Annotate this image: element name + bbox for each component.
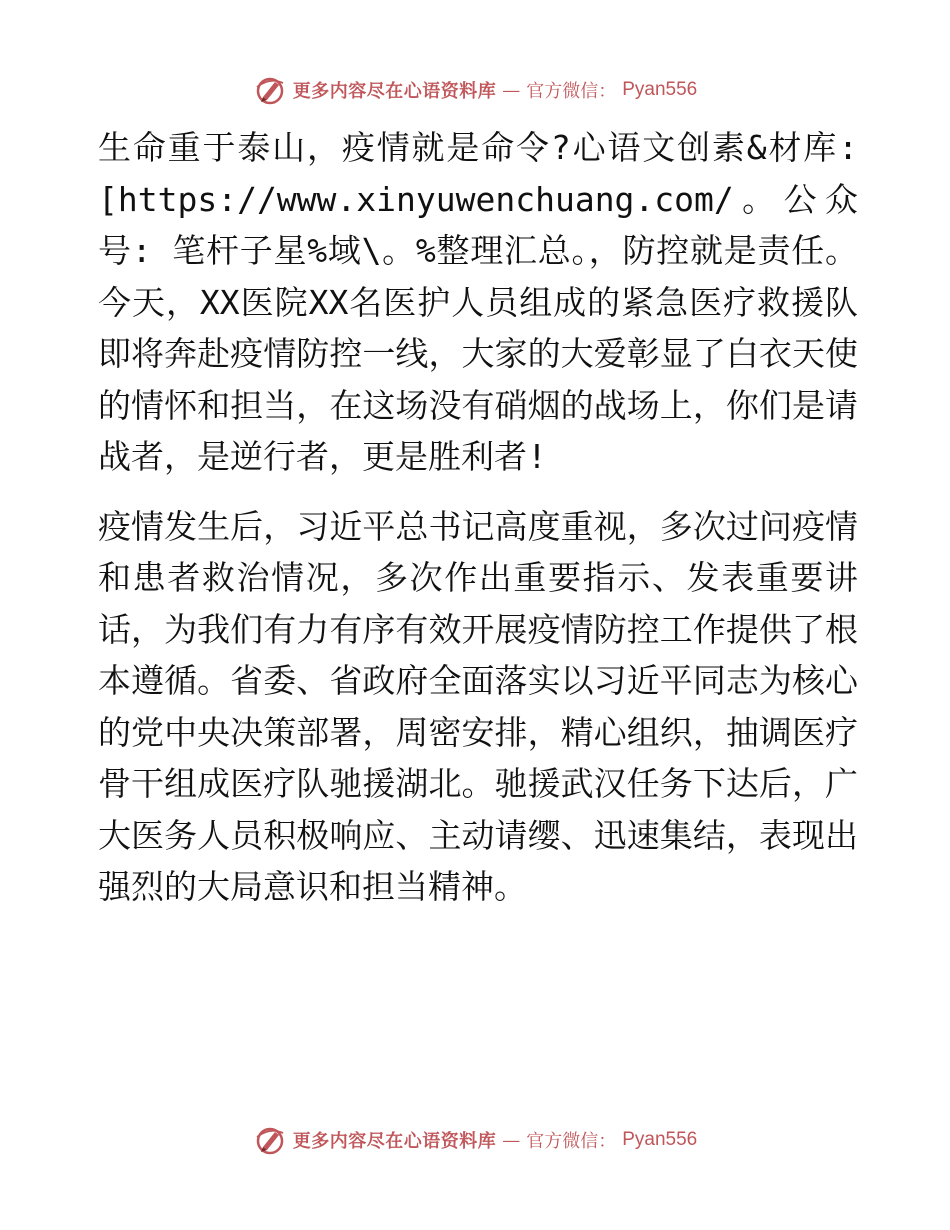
paragraph-1: 生命重于泰山，疫情就是命令?心语文创素&材库: [https://www.xinyuwenchuang.com/。公众号: 笔杆子星%域\。%整理汇总。，防控就是责任。今天，XX医院XX名医护人员组成的紧急医疗救援队即将奔赴疫情防控一线，大家的大爱彰显了白衣天使的情怀和担当，在这场没有硝烟的战场上，你们是请战者，是逆行者，更是胜利者!: [98, 128, 858, 476]
pen-logo-icon: [253, 1123, 287, 1157]
footer-banner: [253, 1123, 698, 1157]
footer-wechat-label: 官方微信：: [526, 1131, 617, 1152]
header-wechat-label: 官方微信：: [526, 81, 617, 102]
footer-banner-dash: —: [502, 1129, 521, 1151]
header-banner-text: 更多内容尽在心语资料库: [292, 81, 497, 102]
footer-banner-text: 更多内容尽在心语资料库: [292, 1131, 497, 1152]
footer-wechat-id: Pyan556: [622, 1129, 698, 1150]
document-body: [98, 122, 858, 931]
paragraph-2: 疫情发生后，习近平总书记高度重视，多次过问疫情和患者救治情况，多次作出重要指示、发表重要讲话，为我们有力有序有效开展疫情防控工作提供了根本遵循。省委、省政府全面落实以习近平同志为核心的党中央决策部署，周密安排，精心组织，抽调医疗骨干组成医疗队驰援湖北。驰援武汉任务下达后，广大医务人员积极响应、主动请缨、迅速集结，表现出强烈的大局意识和担当精神。: [98, 506, 858, 906]
header-banner: [253, 73, 698, 107]
page-header: [0, 70, 950, 110]
header-wechat-id: Pyan556: [622, 79, 698, 100]
header-banner-dash: —: [502, 79, 521, 101]
pen-logo-icon: [253, 73, 287, 107]
page-footer: [0, 1120, 950, 1160]
